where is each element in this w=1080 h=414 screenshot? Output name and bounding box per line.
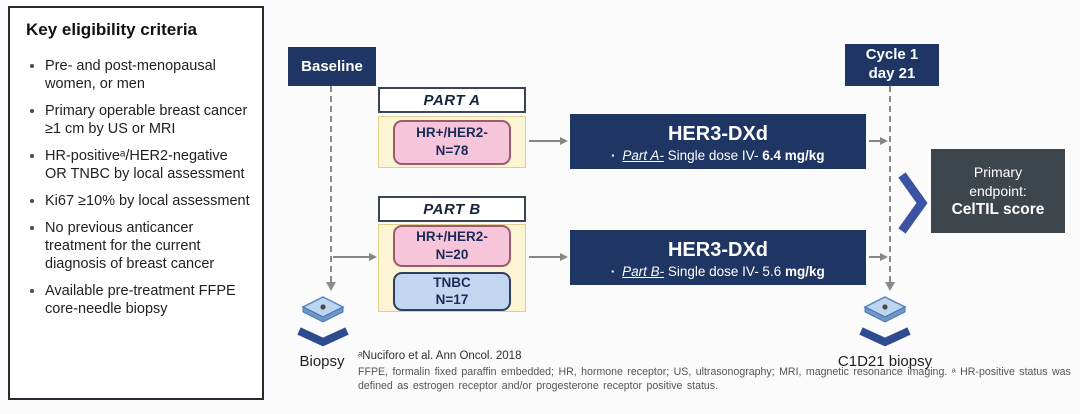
eligibility-item: • Pre- and post-menopausal women, or men (45, 58, 252, 94)
c1d21-down-arrowhead-icon (885, 282, 895, 291)
part-b-cohort-tnbc (393, 272, 511, 311)
cycle1-day21-box (845, 44, 939, 86)
square-bullet-icon: ▪ (611, 150, 615, 160)
part-a-treatment-box (570, 114, 866, 169)
footnote-abbreviations-cont: defined as estrogen receptor and/or progesterone receptor positive status. (358, 380, 719, 392)
chevron-right-icon (897, 170, 929, 236)
dose-value: mg/kg (784, 263, 825, 279)
eligibility-list (24, 58, 252, 319)
c1d21-biopsy-label: C1D21 biopsy (837, 353, 933, 370)
part-b-header (378, 196, 526, 222)
cohort-n: N=17 (435, 292, 469, 308)
biopsy-cassette-icon (296, 294, 350, 326)
primary-endpoint-box (931, 149, 1065, 233)
part-b-dose-line (611, 264, 824, 279)
part-a-label: PART A (423, 91, 481, 109)
cycle1-day21-label: Cycle 1 day 21 (865, 46, 919, 82)
dose-text: Single dose IV- 5.6 (664, 263, 785, 279)
dose-prefix: Part B- (622, 263, 665, 279)
footnote-reference: ᵃNuciforo et al. Ann Oncol. 2018 (358, 350, 522, 362)
part-a-cohort-container (378, 116, 526, 168)
footnote-abbreviations: FFPE, formalin fixed paraffin embedded; HR, hormone receptor; US, ultrasonography; MRI, magnetic resonance imaging. ᵃ HR-positive status was (358, 366, 1071, 378)
cohort-n: N=20 (435, 246, 469, 262)
part-a-cohort-hr-her2 (393, 120, 511, 165)
square-bullet-icon: ▪ (611, 266, 615, 276)
biopsy-cassette-icon (858, 294, 912, 326)
biopsy-chevron-icon (294, 326, 352, 348)
eligibility-item: • HR-positiveᵃ/HER2-negative OR TNBC by local assessment (45, 148, 252, 184)
part-a-to-timeline-arrow (869, 140, 880, 142)
eligibility-title: Key eligibility criteria (26, 20, 198, 39)
part-b-treatment-box (570, 230, 866, 285)
part-a-arrow (529, 140, 560, 142)
dose-text: Single dose IV- (663, 147, 763, 163)
part-b-to-timeline-arrow (869, 256, 880, 258)
endpoint-value: CelTIL score (951, 200, 1045, 218)
cohort-name: HR+/HER2- (416, 229, 488, 245)
baseline-to-partb-arrow (333, 256, 369, 258)
treatment-title: HER3-DXd (667, 238, 768, 261)
cohort-name: TNBC (433, 274, 471, 290)
baseline-box (288, 47, 376, 86)
baseline-label: Baseline (301, 58, 363, 75)
eligibility-item: • Available pre-treatment FFPE core-needle biopsy (45, 283, 252, 319)
dose-value: 6.4 mg/kg (762, 147, 825, 163)
cohort-name: HR+/HER2- (416, 125, 488, 141)
baseline-down-arrowhead-icon (326, 282, 336, 291)
biopsy-chevron-icon (856, 326, 914, 348)
part-b-arrow (529, 256, 560, 258)
dose-prefix: Part A- (622, 147, 664, 163)
baseline-dashed-line (330, 86, 332, 282)
c1d21-dashed-line (889, 86, 891, 282)
part-b-cohort-hr-her2 (393, 225, 511, 267)
treatment-title: HER3-DXd (667, 122, 768, 145)
eligibility-panel (8, 6, 264, 400)
eligibility-item: • No previous anticancer treatment for the current diagnosis of breast cancer (45, 220, 252, 274)
part-a-header (378, 87, 526, 113)
part-b-label: PART B (423, 200, 481, 218)
eligibility-item: • Ki67 ≥10% by local assessment (45, 193, 252, 211)
eligibility-item: • Primary operable breast cancer ≥1 cm by US or MRI (45, 103, 252, 139)
part-b-cohort-container (378, 224, 526, 312)
part-a-dose-line (612, 148, 825, 163)
baseline-biopsy-label: Biopsy (299, 353, 345, 370)
endpoint-label: Primary endpoint: (969, 164, 1027, 199)
cohort-n: N=78 (435, 143, 469, 158)
